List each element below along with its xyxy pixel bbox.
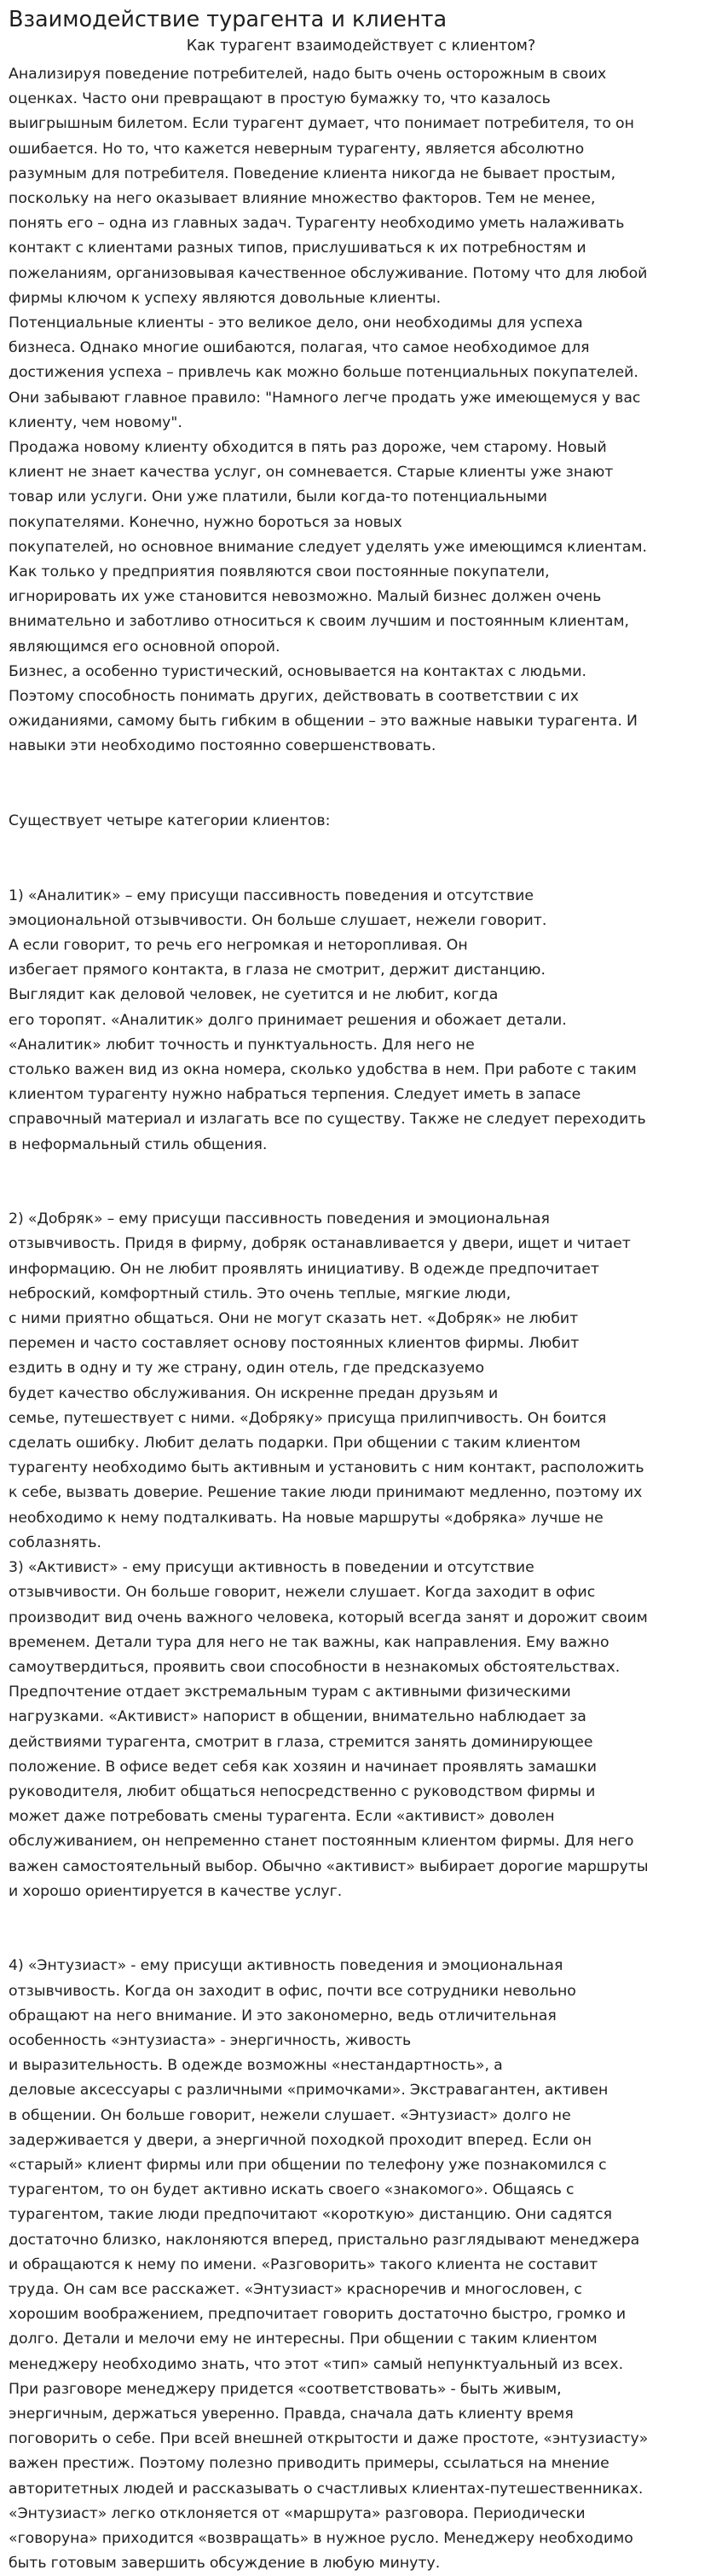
text-line (9, 1182, 713, 1207)
text-line: 1) «Аналитик» – ему присущи пассивность поведения и отсутствие (9, 887, 534, 904)
text-line: будет качество обслуживания. Он искренне предан друзьям и (9, 1384, 499, 1402)
page-title: Взаимодействие турагента и клиента (9, 7, 448, 32)
text-line: руководителя, любит общаться непосредственно с руководством фирмы и (9, 1782, 596, 1800)
text-line: избегает прямого контакта, в глаза не смотрит, держит дистанцию. (9, 962, 546, 979)
text-line: достаточно близко, наклоняются вперед, пристально разглядывают менеджера (9, 2231, 640, 2249)
text-line: Бизнес, а особенно туристический, основывается на контактах с людьми. (9, 662, 586, 680)
text-line: турагентом, то он будет активно искать своего «знакомого». Общаясь с (9, 2181, 575, 2199)
text-line: временем. Детали тура для него не так важны, как направления. Ему важно (9, 1633, 609, 1651)
text-line: самоутвердиться, проявить свои способности в незнакомых обстоятельствах. (9, 1658, 621, 1676)
text-line: являющимся его основной опорой. (9, 638, 280, 656)
text-line: покупателей, но основное внимание следует уделять уже имеющимся клиентам. (9, 538, 647, 556)
text-line: товар или услуги. Они уже платили, были когда-то потенциальными (9, 488, 547, 506)
text-line: Поэтому способность понимать других, действовать в соответствии с их (9, 688, 580, 706)
text-line: выигрышным билетом. Если турагент думает, что понимает потребителя, то он (9, 115, 634, 133)
text-line: Анализируя поведение потребителей, надо быть очень осторожным в своих (9, 66, 607, 83)
text-line: в общении. Он больше говорит, нежели слушает. «Энтузиаст» долго не (9, 2106, 571, 2124)
text-line: справочный материал и излагать все по существу. Также не следует переходить (9, 1111, 646, 1129)
text-line: турагентом, такие люди предпочитают «короткую» дистанцию. Они садятся (9, 2206, 613, 2224)
text-line: задерживается у двери, а энергичной походкой проходит вперед. Если он (9, 2131, 592, 2149)
text-line (9, 1158, 713, 1182)
text-line: авторитетных людей и рассказывать о счастливых клиентах-путешественниках. (9, 2480, 644, 2498)
text-line: Предпочтение отдает экстремальным турам с активными физическими (9, 1684, 571, 1701)
text-line: покупателями. Конечно, нужно бороться за новых (9, 513, 402, 531)
text-line: хорошим воображением, предпочитает говорить достаточно быстро, громко и (9, 2306, 627, 2324)
text-line: долго. Детали и мелочи ему не интересны. При общении с таким клиентом (9, 2331, 598, 2348)
text-line: «старый» клиент фирмы или при общении по телефону уже познакомился с (9, 2156, 607, 2174)
text-line (9, 858, 713, 883)
text-line: неброский, комфортный стиль. Это очень теплые, мягкие люди, (9, 1285, 511, 1302)
text-line: пожеланиям, организовывая качественное обслуживание. Потому что для любой (9, 264, 648, 282)
text-line: труда. Он сам все расскажет. «Энтузиаст» красноречив и многословен, с (9, 2280, 582, 2298)
text-line: важен престиж. Поэтому полезно приводить примеры, ссылаться на мнение (9, 2455, 609, 2473)
text-line: «Аналитик» любит точность и пунктуальность. Для него не (9, 1036, 475, 1054)
text-line: отзывчивость. Придя в фирму, добряк останавливается у двери, ищет и читает (9, 1235, 631, 1253)
text-line: важен самостоятельный выбор. Обычно «активист» выбирает дорогие маршруты (9, 1857, 649, 1875)
text-line: ожиданиями, самому быть гибким в общении – это важные навыки турагента. И (9, 713, 638, 731)
text-line: 2) «Добряк» – ему присущи пассивность поведения и эмоциональная (9, 1210, 550, 1228)
text-line (9, 1904, 713, 1929)
text-line: особенность «энтузиаста» - энергичность, живость (9, 2031, 412, 2049)
text-line: А если говорит, то речь его негромкая и неторопливая. Он (9, 937, 468, 955)
text-line (9, 1929, 713, 1954)
text-line (9, 834, 713, 858)
text-line: поговорить о себе. При всей внешней открытости и даже простоте, «энтузиасту» (9, 2430, 649, 2448)
text-line: информацию. Он не любит проявлять инициативу. В одежде предпочитает (9, 1260, 599, 1278)
text-line: игнорировать их уже становится невозможно. Малый бизнес должен очень (9, 588, 602, 606)
text-line: нагрузками. «Активист» напорист в общении, внимательно наблюдает за (9, 1708, 586, 1726)
text-line: 3) «Активист» - ему присущи активность в поведении и отсутствие (9, 1559, 534, 1577)
text-line: разумным для потребителя. Поведение клиента никогда не бывает простым, (9, 165, 616, 182)
text-line: перемен и часто составляет основу постоянных клиентов фирмы. Любит (9, 1335, 580, 1353)
text-line: внимательно и заботливо относиться к своим лучшим и постоянным клиентам, (9, 613, 629, 631)
text-line: понять его – одна из главных задач. Турагенту необходимо уметь налаживать (9, 215, 625, 233)
text-line: эмоциональной отзывчивости. Он больше слушает, нежели говорит. (9, 911, 547, 929)
text-line: быть готовым завершить обсуждение в любую минуту. (9, 2555, 441, 2573)
text-line: может даже потребовать смены турагента. Если «активист» доволен (9, 1808, 555, 1826)
text-line: его торопят. «Аналитик» долго принимает решения и обожает детали. (9, 1011, 567, 1029)
text-line: клиент не знает качества услуг, он сомневается. Старые клиенты уже знают (9, 464, 614, 482)
text-line: ездить в одну и ту же страну, один отель, где предсказуемо (9, 1360, 485, 1378)
text-line: турагенту необходимо быть активным и установить с ним контакт, расположить (9, 1459, 644, 1477)
text-line: сделать ошибку. Любит делать подарки. При общении с таким клиентом (9, 1435, 581, 1453)
text-line: обслуживанием, он непременно станет постоянным клиентом фирмы. Для него (9, 1833, 634, 1851)
text-line: обращают на него внимание. И это закономерно, ведь отличительная (9, 2007, 557, 2024)
text-line: достижения успеха – привлечь как можно больше потенциальных покупателей. (9, 364, 638, 382)
text-line: необходимо к нему подталкивать. На новые маршруты «добряка» лучше не (9, 1509, 604, 1527)
text-line: Существует четыре категории клиентов: (9, 812, 331, 830)
text-line: клиентом турагенту нужно набраться терпения. Следует иметь в запасе (9, 1086, 581, 1104)
text-line: «говоруна» приходится «возвращать» в нужное русло. Менеджеру необходимо (9, 2529, 633, 2547)
text-line: ошибается. Но то, что кажется неверным турагенту, является абсолютно (9, 140, 585, 158)
text-line: соблазнять. (9, 1533, 101, 1551)
text-line: энергичным, держаться уверенно. Правда, сначала дать клиенту время (9, 2405, 574, 2423)
text-line: фирмы ключом к успеху являются довольные клиенты. (9, 289, 442, 307)
text-line: «Энтузиаст» легко отклоняется от «маршрута» разговора. Периодически (9, 2504, 586, 2522)
text-line: и хорошо ориентируется в качестве услуг. (9, 1882, 343, 1900)
text-line: Продажа новому клиенту обходится в пять раз дороже, чем старому. Новый (9, 439, 607, 457)
text-line: Они забывают главное правило: "Намного легче продать уже имеющемуся у вас (9, 389, 641, 407)
text-line: бизнеса. Однако многие ошибаются, полагая, что самое необходимое для (9, 339, 590, 357)
text-line: Как только у предприятия появляются свои постоянные покупатели, (9, 563, 550, 581)
page-subtitle: Как турагент взаимодействует с клиентом? (186, 38, 536, 55)
text-line: При разговоре менеджеру придется «соответствовать» - быть живым, (9, 2380, 562, 2398)
article-body (9, 62, 713, 2576)
text-line: контакт с клиентами разных типов, прислушиваться к их потребностям и (9, 240, 586, 257)
text-line: действиями турагента, смотрит в глаза, стремится занять доминирующее (9, 1733, 593, 1751)
text-line: 4) «Энтузиаст» - ему присущи активность поведения и эмоциональная (9, 1957, 563, 1975)
text-line: в неформальный стиль общения. (9, 1135, 268, 1153)
text-line: с ними приятно общаться. Они не могут сказать нет. «Добряк» не любит (9, 1310, 579, 1328)
text-line: навыки эти необходимо постоянно совершенствовать. (9, 737, 436, 755)
text-line: Выглядит как деловой человек, не суетится и не любит, когда (9, 986, 499, 1004)
text-line: оценках. Часто они превращают в простую бумажку то, что казалось (9, 90, 551, 108)
text-line (9, 760, 713, 784)
text-line: поскольку на него оказывает влияние множество факторов. Тем не менее, (9, 190, 596, 208)
text-line: к себе, вызвать доверие. Решение такие люди принимают медленно, поэтому их (9, 1484, 643, 1502)
text-line: менеджеру необходимо знать, что этот «тип» самый непунктуальный из всех. (9, 2355, 624, 2373)
text-line (9, 784, 713, 809)
text-line: и обращаются к нему по имени. «Разговорить» такого клиента не составит (9, 2255, 598, 2273)
text-line: Потенциальные клиенты - это великое дело, они необходимы для успеха (9, 315, 583, 332)
text-line: деловые аксессуары с различными «примочками». Экстравагантен, активен (9, 2082, 609, 2099)
text-line: и выразительность. В одежде возможны «нестандартность», а (9, 2057, 503, 2075)
text-line: отзывчивость. Когда он заходит в офис, почти все сотрудники невольно (9, 1982, 576, 2000)
text-line: отзывчивости. Он больше говорит, нежели слушает. Когда заходит в офис (9, 1584, 596, 1602)
text-line: семье, путешествует с ними. «Добряку» присуща прилипчивость. Он боится (9, 1409, 607, 1427)
text-line: положение. В офисе ведет себя как хозяин и начинает проявлять замашки (9, 1758, 598, 1776)
text-line: клиенту, чем новому". (9, 413, 182, 431)
text-line: производит вид очень важного человека, который всегда занят и дорожит своим (9, 1609, 648, 1626)
text-line: столько важен вид из окна номера, сколько удобства в нем. При работе с таким (9, 1061, 637, 1079)
